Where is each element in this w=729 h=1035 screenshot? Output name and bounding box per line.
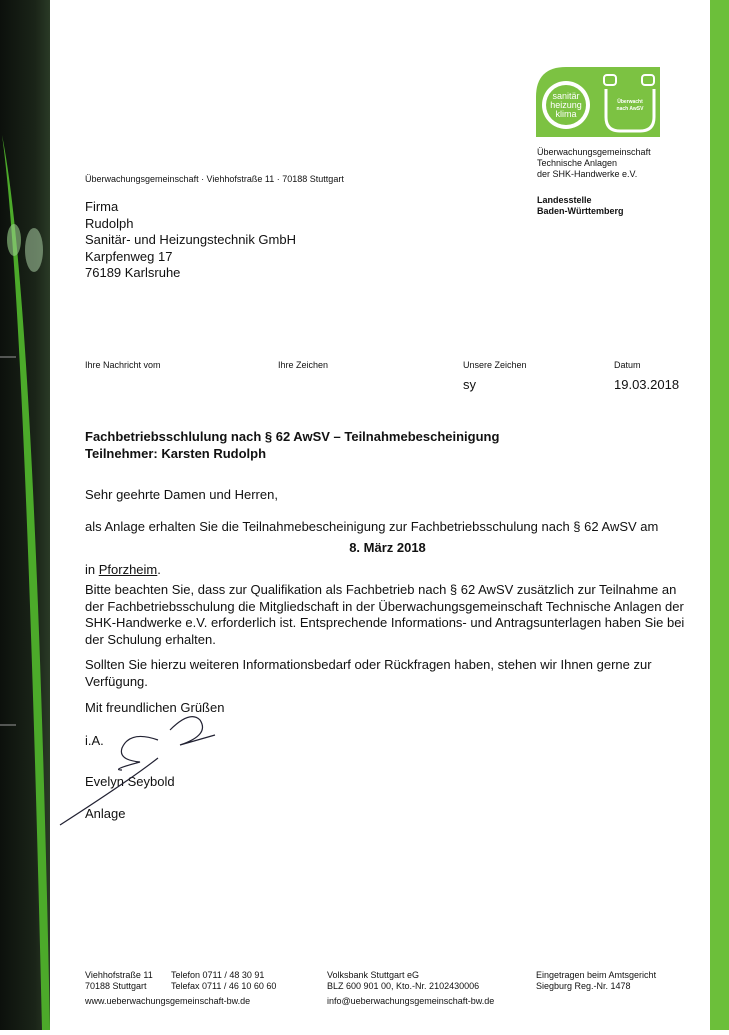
paragraph-2: Bitte beachten Sie, dass zur Qualifikation als Fachbetrieb nach § 62 AwSV zusätzlich zur Teilnahme an der Fachbetriebsschulung die Mitgliedschaft in der Überwachungsgemeinschaft Technische Anlagen der SHK-Handwerke e.V. erforderlich ist. Entsprechende Informations- und Antragsunterlagen haben Sie bei der Schulung erhalten. <box>85 582 685 647</box>
subject-line: Fachbetriebsschlulung nach § 62 AwSV – Teilnahmebescheinigung <box>85 429 500 444</box>
svg-text:klima: klima <box>555 109 577 119</box>
recipient-line: Karpfenweg 17 <box>85 248 173 264</box>
ref-value-date: 19.03.2018 <box>614 377 680 392</box>
ref-label-ours: Unsere Zeichen <box>463 360 527 370</box>
footer-fax: Telefax 0711 / 46 10 60 60 <box>171 981 277 991</box>
ref-value-ours: sy <box>463 377 476 392</box>
attachment-label: Anlage <box>85 805 126 821</box>
footer-phone: Telefon 0711 / 48 30 91 <box>171 970 265 980</box>
svg-text:Überwacht: Überwacht <box>617 99 643 105</box>
course-date: 8. März 2018 <box>349 540 426 555</box>
signature-icon <box>40 700 220 830</box>
svg-text:sanitär: sanitär <box>552 91 580 101</box>
ia-label: i.A. <box>85 732 104 748</box>
course-place: in Pforzheim. <box>85 561 161 577</box>
recipient-line: 76189 Karlsruhe <box>85 265 181 280</box>
footer-register-1: Eingetragen beim Amtsgericht <box>536 970 657 980</box>
recipient-line: Rudolph <box>85 215 134 231</box>
footer-bank: Volksbank Stuttgart eG <box>327 970 420 980</box>
recipient-line: Firma <box>85 199 119 214</box>
signer-name: Evelyn Seybold <box>85 774 175 789</box>
decorative-grass-strip <box>0 0 50 1030</box>
org-name-3: der SHK-Handwerke e.V. <box>537 169 638 179</box>
org-name-2: Technische Anlagen <box>537 158 618 168</box>
sender-line: Überwachungsgemeinschaft · Viehhofstraße 11 · 70188 Stuttgart <box>85 174 344 184</box>
footer-email[interactable]: info@ueberwachungsgemeinschaft-bw.de <box>327 996 495 1006</box>
paragraph-1: als Anlage erhalten Sie die Teilnahmebescheinigung zur Fachbetriebsschulung nach § 62 AwSV am <box>85 518 659 534</box>
org-name-1: Überwachungsgemeinschaft <box>537 147 651 157</box>
office-2: Baden-Württemberg <box>537 206 624 216</box>
footer-city: 70188 Stuttgart <box>85 981 147 991</box>
closing: Mit freundlichen Grüßen <box>85 700 225 715</box>
footer-register-2: Siegburg Reg.-Nr. 1478 <box>536 981 631 991</box>
footer-street: Viehhofstraße 11 <box>85 970 153 980</box>
ref-label-date: Datum <box>614 360 641 370</box>
footer-website[interactable]: www.ueberwachungsgemeinschaft-bw.de <box>85 996 251 1006</box>
footer-account: BLZ 600 901 00, Kto.-Nr. 2102430006 <box>327 981 480 991</box>
participant-line: Teilnehmer: Karsten Rudolph <box>85 445 267 461</box>
office-1: Landesstelle <box>537 195 592 205</box>
grass-blade-icon <box>0 0 50 1030</box>
recipient-address <box>85 199 296 282</box>
ref-label-message: Ihre Nachricht vom <box>85 360 161 370</box>
green-border-strip <box>710 0 729 1030</box>
greeting: Sehr geehrte Damen und Herren, <box>85 487 278 502</box>
svg-text:nach AwSV: nach AwSV <box>616 106 644 112</box>
svg-text:heizung: heizung <box>550 100 582 110</box>
shk-logo <box>536 67 660 137</box>
recipient-line: Sanitär- und Heizungstechnik GmbH <box>85 232 296 247</box>
ref-label-yours: Ihre Zeichen <box>278 360 329 370</box>
paragraph-3: Sollten Sie hierzu weiteren Informationsbedarf oder Rückfragen haben, stehen wir Ihnen gerne zur Verfügung. <box>85 657 652 689</box>
